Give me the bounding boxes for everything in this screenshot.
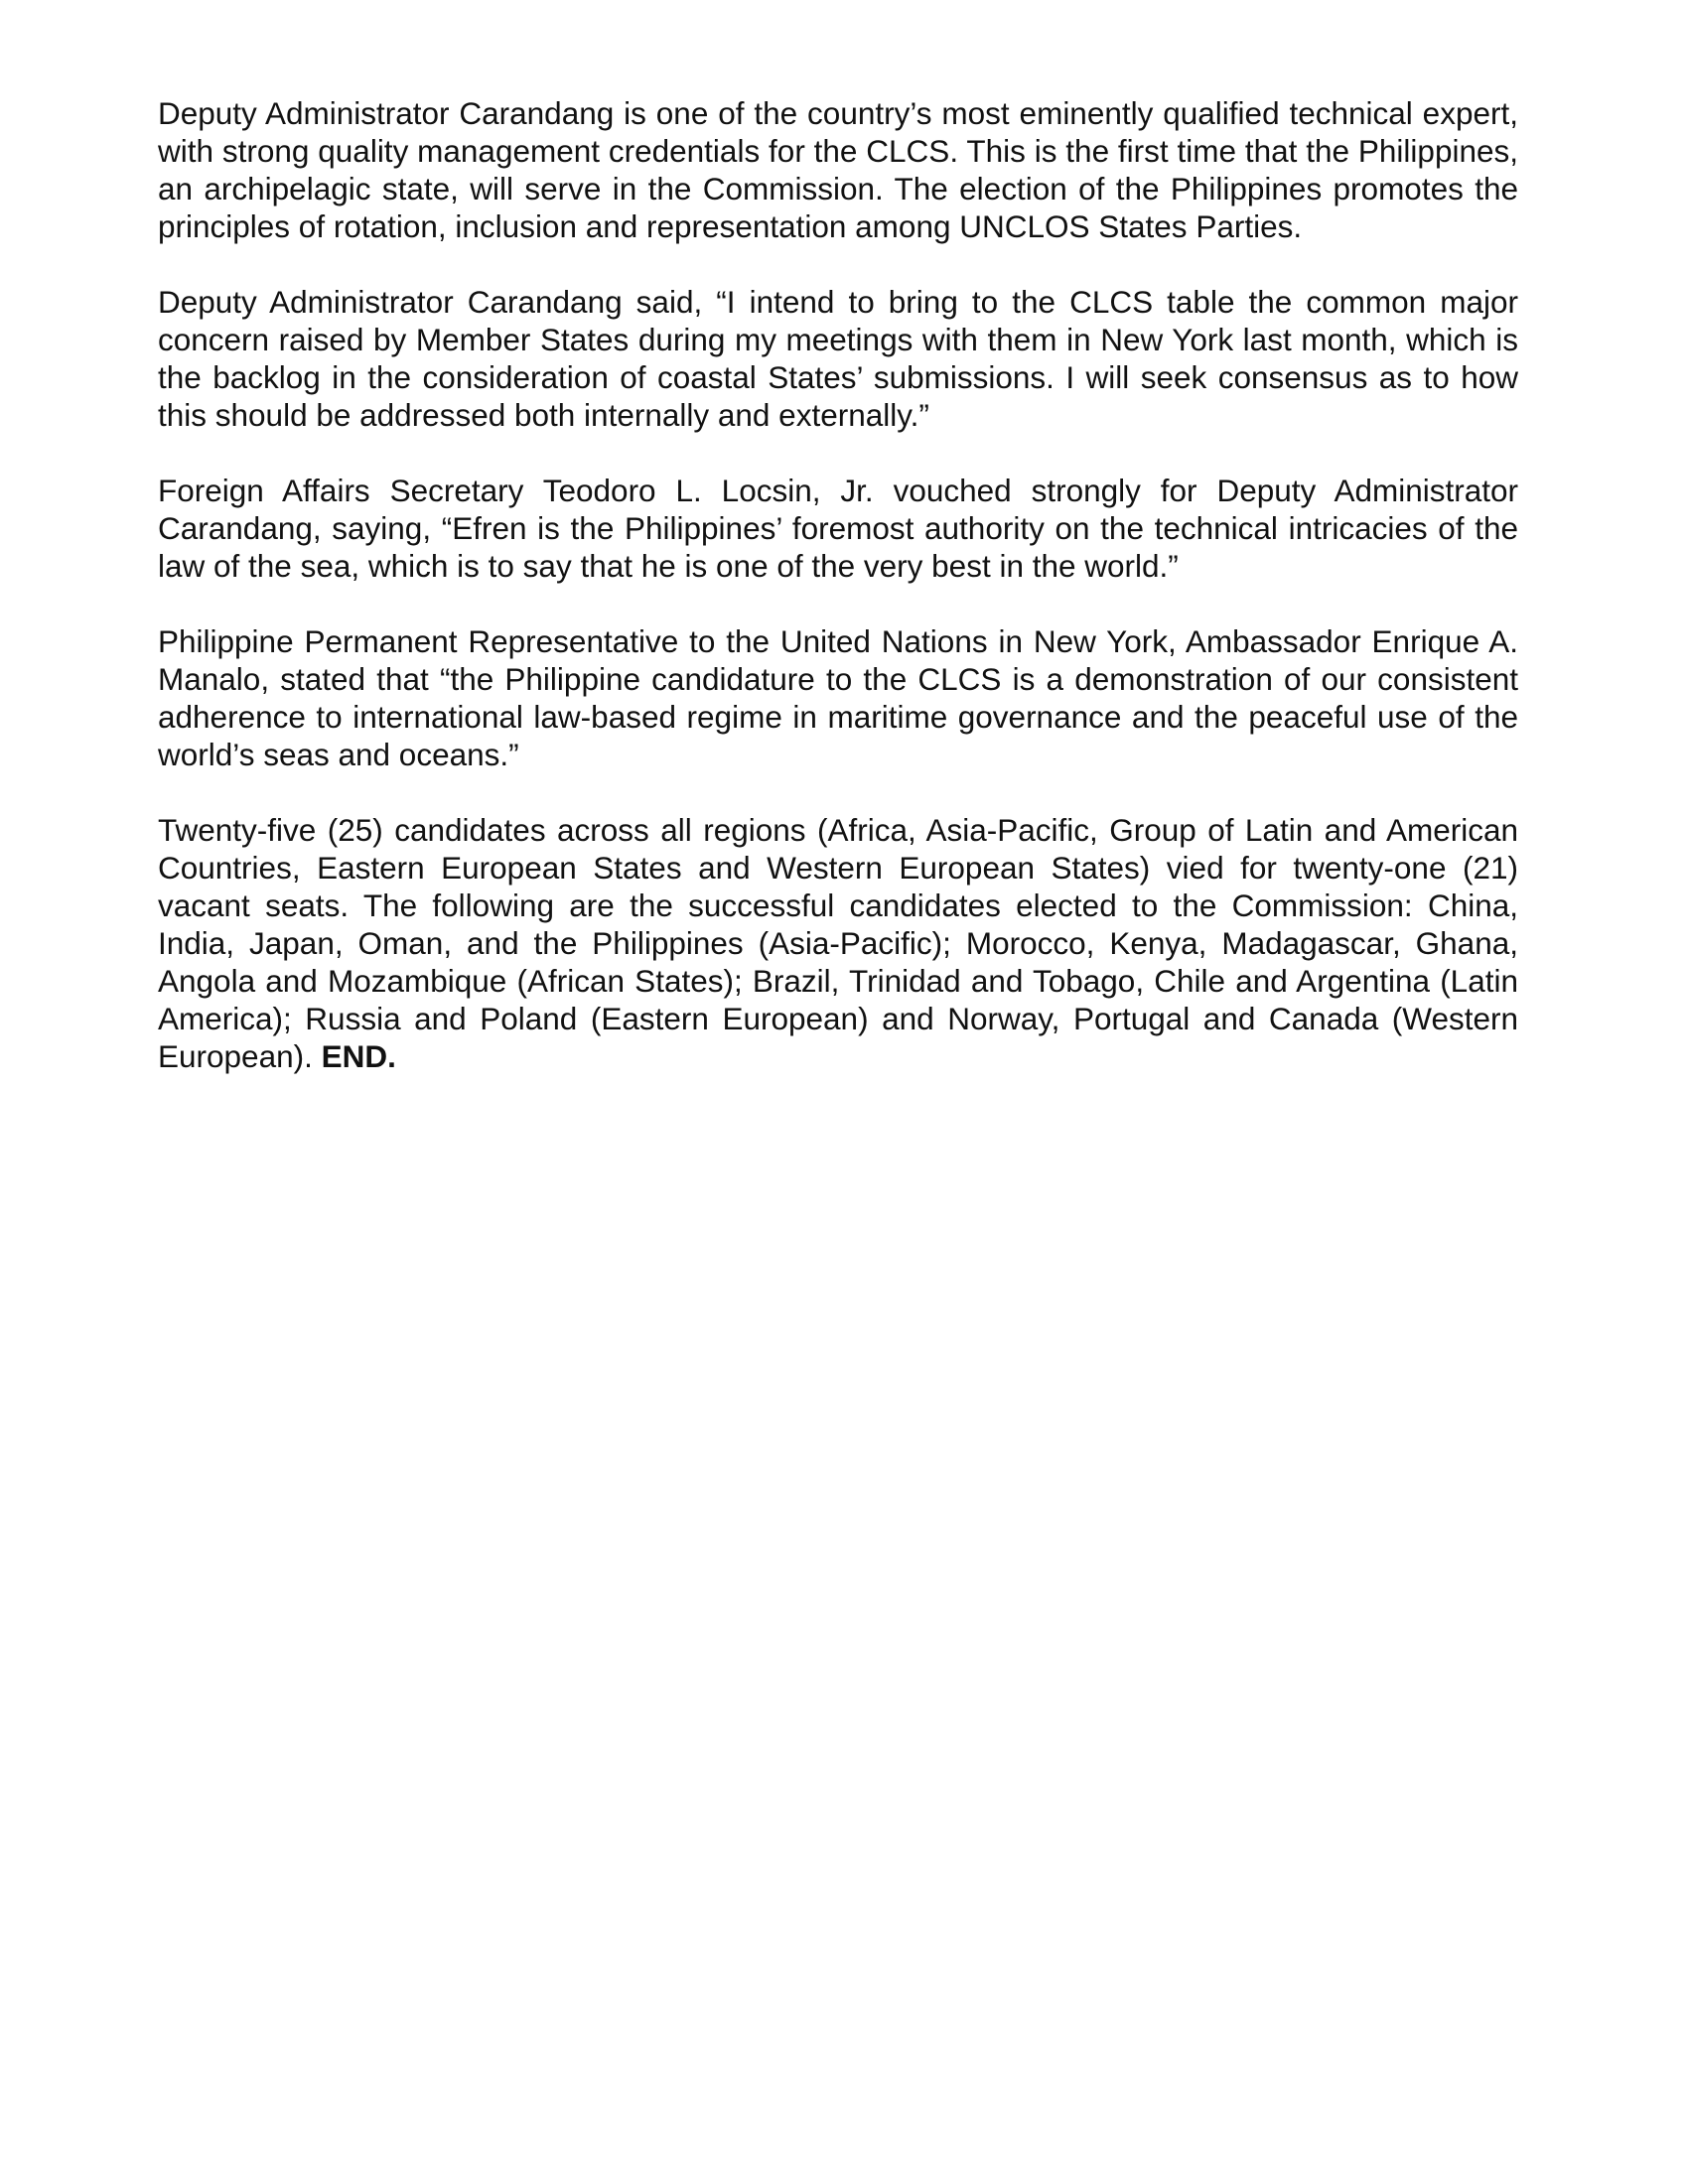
end-mark: END.	[321, 1038, 396, 1074]
election-results-text: Twenty-five (25) candidates across all regions (Africa, Asia-Pacific, Group of Latin and American Countries, Eastern European States and Western European States) vied for twenty-one (21) vacant seats. The following are the successful candidates elected to the Commission: China, India, Japan, Oman, and the Philippines (Asia-Pacific); Morocco, Kenya, Madagascar, Ghana, Angola and Mozambique (African States); Brazil, Trinidad and Tobago, Chile and Argentina (Latin America); Russia and Poland (Eastern European) and Norway, Portugal and Canada (Western European).	[158, 812, 1518, 1074]
paragraph-locsin-endorsement: Foreign Affairs Secretary Teodoro L. Locsin, Jr. vouched strongly for Deputy Administrator Carandang, saying, “Efren is the Philippines’ foremost authority on the technical intricacies of the law of the sea, which is to say that he is one of the very best in the world.”	[158, 473, 1518, 584]
document-page	[158, 94, 1518, 1113]
paragraph-manalo-statement: Philippine Permanent Representative to the United Nations in New York, Ambassador Enrique A. Manalo, stated that “the Philippine candidature to the CLCS is a demonstration of our consistent adherence to international law-based regime in maritime governance and the peaceful use of the world’s seas and oceans.”	[158, 623, 1518, 772]
paragraph-carandang-statement: Deputy Administrator Carandang said, “I intend to bring to the CLCS table the common major concern raised by Member States during my meetings with them in New York last month, which is the backlog in the consideration of coastal States’ submissions. I will seek consensus as to how this should be addressed both internally and externally.”	[158, 284, 1518, 433]
paragraph-carandang-qualifications: Deputy Administrator Carandang is one of the country’s most eminently qualified technical expert, with strong quality management credentials for the CLCS. This is the first time that the Philippines, an archipelagic state, will serve in the Commission. The election of the Philippines promotes the principles of rotation, inclusion and representation among UNCLOS States Parties.	[158, 95, 1518, 244]
paragraph-election-results	[158, 811, 1518, 1075]
